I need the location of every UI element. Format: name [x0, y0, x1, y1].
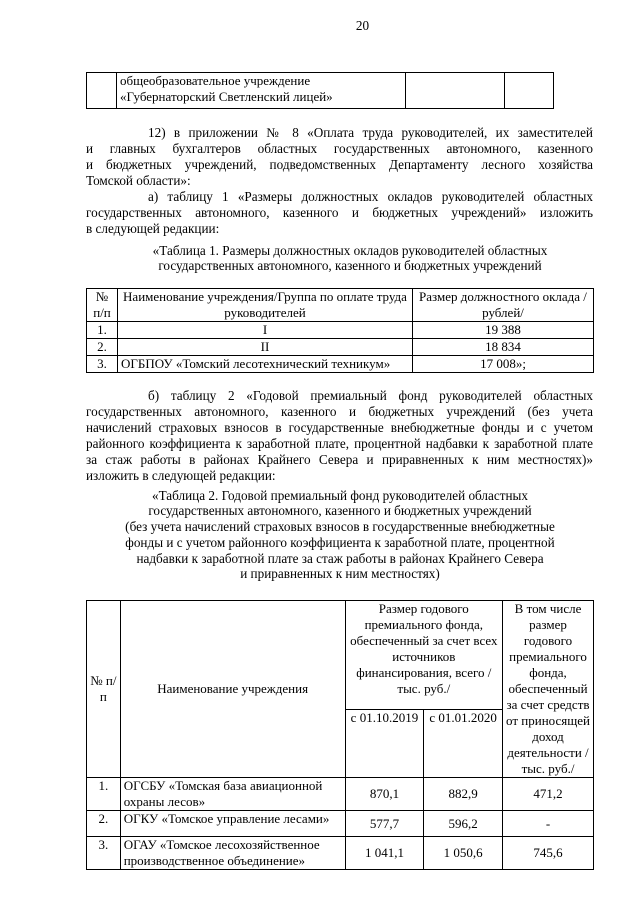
cell: 17 008»; — [413, 356, 594, 373]
text-line: «Таблица 1. Размеры должностных окладов руководителей областных — [152, 243, 548, 258]
text-line: государственных автономного, казенного и бюджетных учреждений — [148, 503, 532, 518]
cell-text: «Губернаторский Светленский лицей» — [120, 89, 333, 104]
cell: ОГАУ «Томское лесохозяйственное производственное объединение» — [120, 837, 345, 870]
header-cell: Размер должностного оклада /рублей/ — [413, 289, 594, 322]
cell: 870,1 — [345, 778, 424, 811]
header-cell: с 01.10.2019 — [345, 710, 424, 778]
top-table-fragment — [86, 72, 554, 109]
table-row — [87, 322, 594, 339]
cell: 577,7 — [345, 811, 424, 837]
text-line: за стаж работы в районах Крайнего Севера и приравненных к ним местностях)» — [86, 452, 593, 467]
text-line: государственных автономного, казенного и бюджетных учреждений» изложить — [86, 205, 593, 220]
cell: 1 041,1 — [345, 837, 424, 870]
cell: 745,6 — [503, 837, 594, 870]
header-cell: Размер годового премиального фонда, обеспеченный за счет всех источников финансирования, всего /тыс. руб./ — [345, 601, 502, 710]
header-cell: Наименование учреждения/Группа по оплате труда руководителей — [118, 289, 413, 322]
text-line: и приравненных к ним местностях) — [240, 566, 440, 581]
cell: ОГБПОУ «Томский лесотехнический техникум» — [118, 356, 413, 373]
table-row — [87, 811, 594, 837]
cell-text: общеобразовательное учреждение — [120, 73, 311, 88]
text-line: государственных автономного, казенного и бюджетных учреждений — [158, 258, 542, 273]
cell: I — [118, 322, 413, 339]
text-line: изложить в следующей редакции: — [86, 468, 276, 483]
cell: 18 834 — [413, 339, 594, 356]
cell: 2. — [87, 811, 121, 837]
text-line: фонды и с учетом районного коэффициента к заработной плате, процентной — [125, 535, 555, 550]
header-cell: В том числе размер годового премиального фонда, обеспеченный за счет средств от приносящей доход деятельности /тыс. руб./ — [503, 601, 594, 778]
table-1 — [86, 288, 594, 373]
header-cell: № п/п — [87, 601, 121, 778]
cell: 19 388 — [413, 322, 594, 339]
text-line: районного коэффициента к заработной плате, процентной надбавки к заработной плате — [86, 436, 593, 451]
page-number: 20 — [355, 18, 370, 33]
cell: 471,2 — [503, 778, 594, 811]
text-line: начислений страховых взносов в государственные внебюджетные фонды и с учетом — [86, 420, 593, 435]
text-line: и бюджетных учреждений, подведомственных Департаменту лесного хозяйства — [86, 157, 593, 172]
cell: ОГСБУ «Томская база авиационной охраны лесов» — [120, 778, 345, 811]
cell: ОГКУ «Томское управление лесами» — [120, 811, 345, 837]
text-line: 12) в приложении № 8 «Оплата труда руководителей, их заместителей — [148, 125, 593, 140]
text-line: надбавки к заработной плате за стаж работы в районах Крайнего Севера — [136, 551, 544, 566]
text-line: в следующей редакции: — [86, 221, 220, 236]
cell: 2. — [87, 339, 118, 356]
header-cell: № п/п — [87, 289, 118, 322]
table-2 — [86, 600, 594, 870]
table-row — [87, 778, 594, 811]
cell: 1 050,6 — [424, 837, 503, 870]
cell: 1. — [87, 322, 118, 339]
text-line: «Таблица 2. Годовой премиальный фонд руководителей областных — [151, 488, 528, 503]
text-line: (без учета начислений страховых взносов в государственные внебюджетные — [125, 519, 555, 534]
text-line: а) таблицу 1 «Размеры должностных окладов руководителей областных — [148, 189, 593, 204]
cell: 882,9 — [424, 778, 503, 811]
cell: 3. — [87, 837, 121, 870]
table-row — [87, 356, 594, 373]
header-cell: с 01.01.2020 — [424, 710, 503, 778]
header-cell: Наименование учреждения — [120, 601, 345, 778]
text-line: Томской области»: — [86, 173, 191, 188]
cell: 3. — [87, 356, 118, 373]
text-line: и главных бухгалтеров областных государственных автономного, казенного — [86, 141, 593, 156]
cell: 596,2 — [424, 811, 503, 837]
table-row — [87, 837, 594, 870]
text-line: б) таблицу 2 «Годовой премиальный фонд руководителей областных — [148, 388, 593, 403]
text-line: государственных автономного, казенного и бюджетных учреждений (без учета — [86, 404, 593, 419]
cell: - — [503, 811, 594, 837]
table-row — [87, 339, 594, 356]
cell: II — [118, 339, 413, 356]
cell: 1. — [87, 778, 121, 811]
